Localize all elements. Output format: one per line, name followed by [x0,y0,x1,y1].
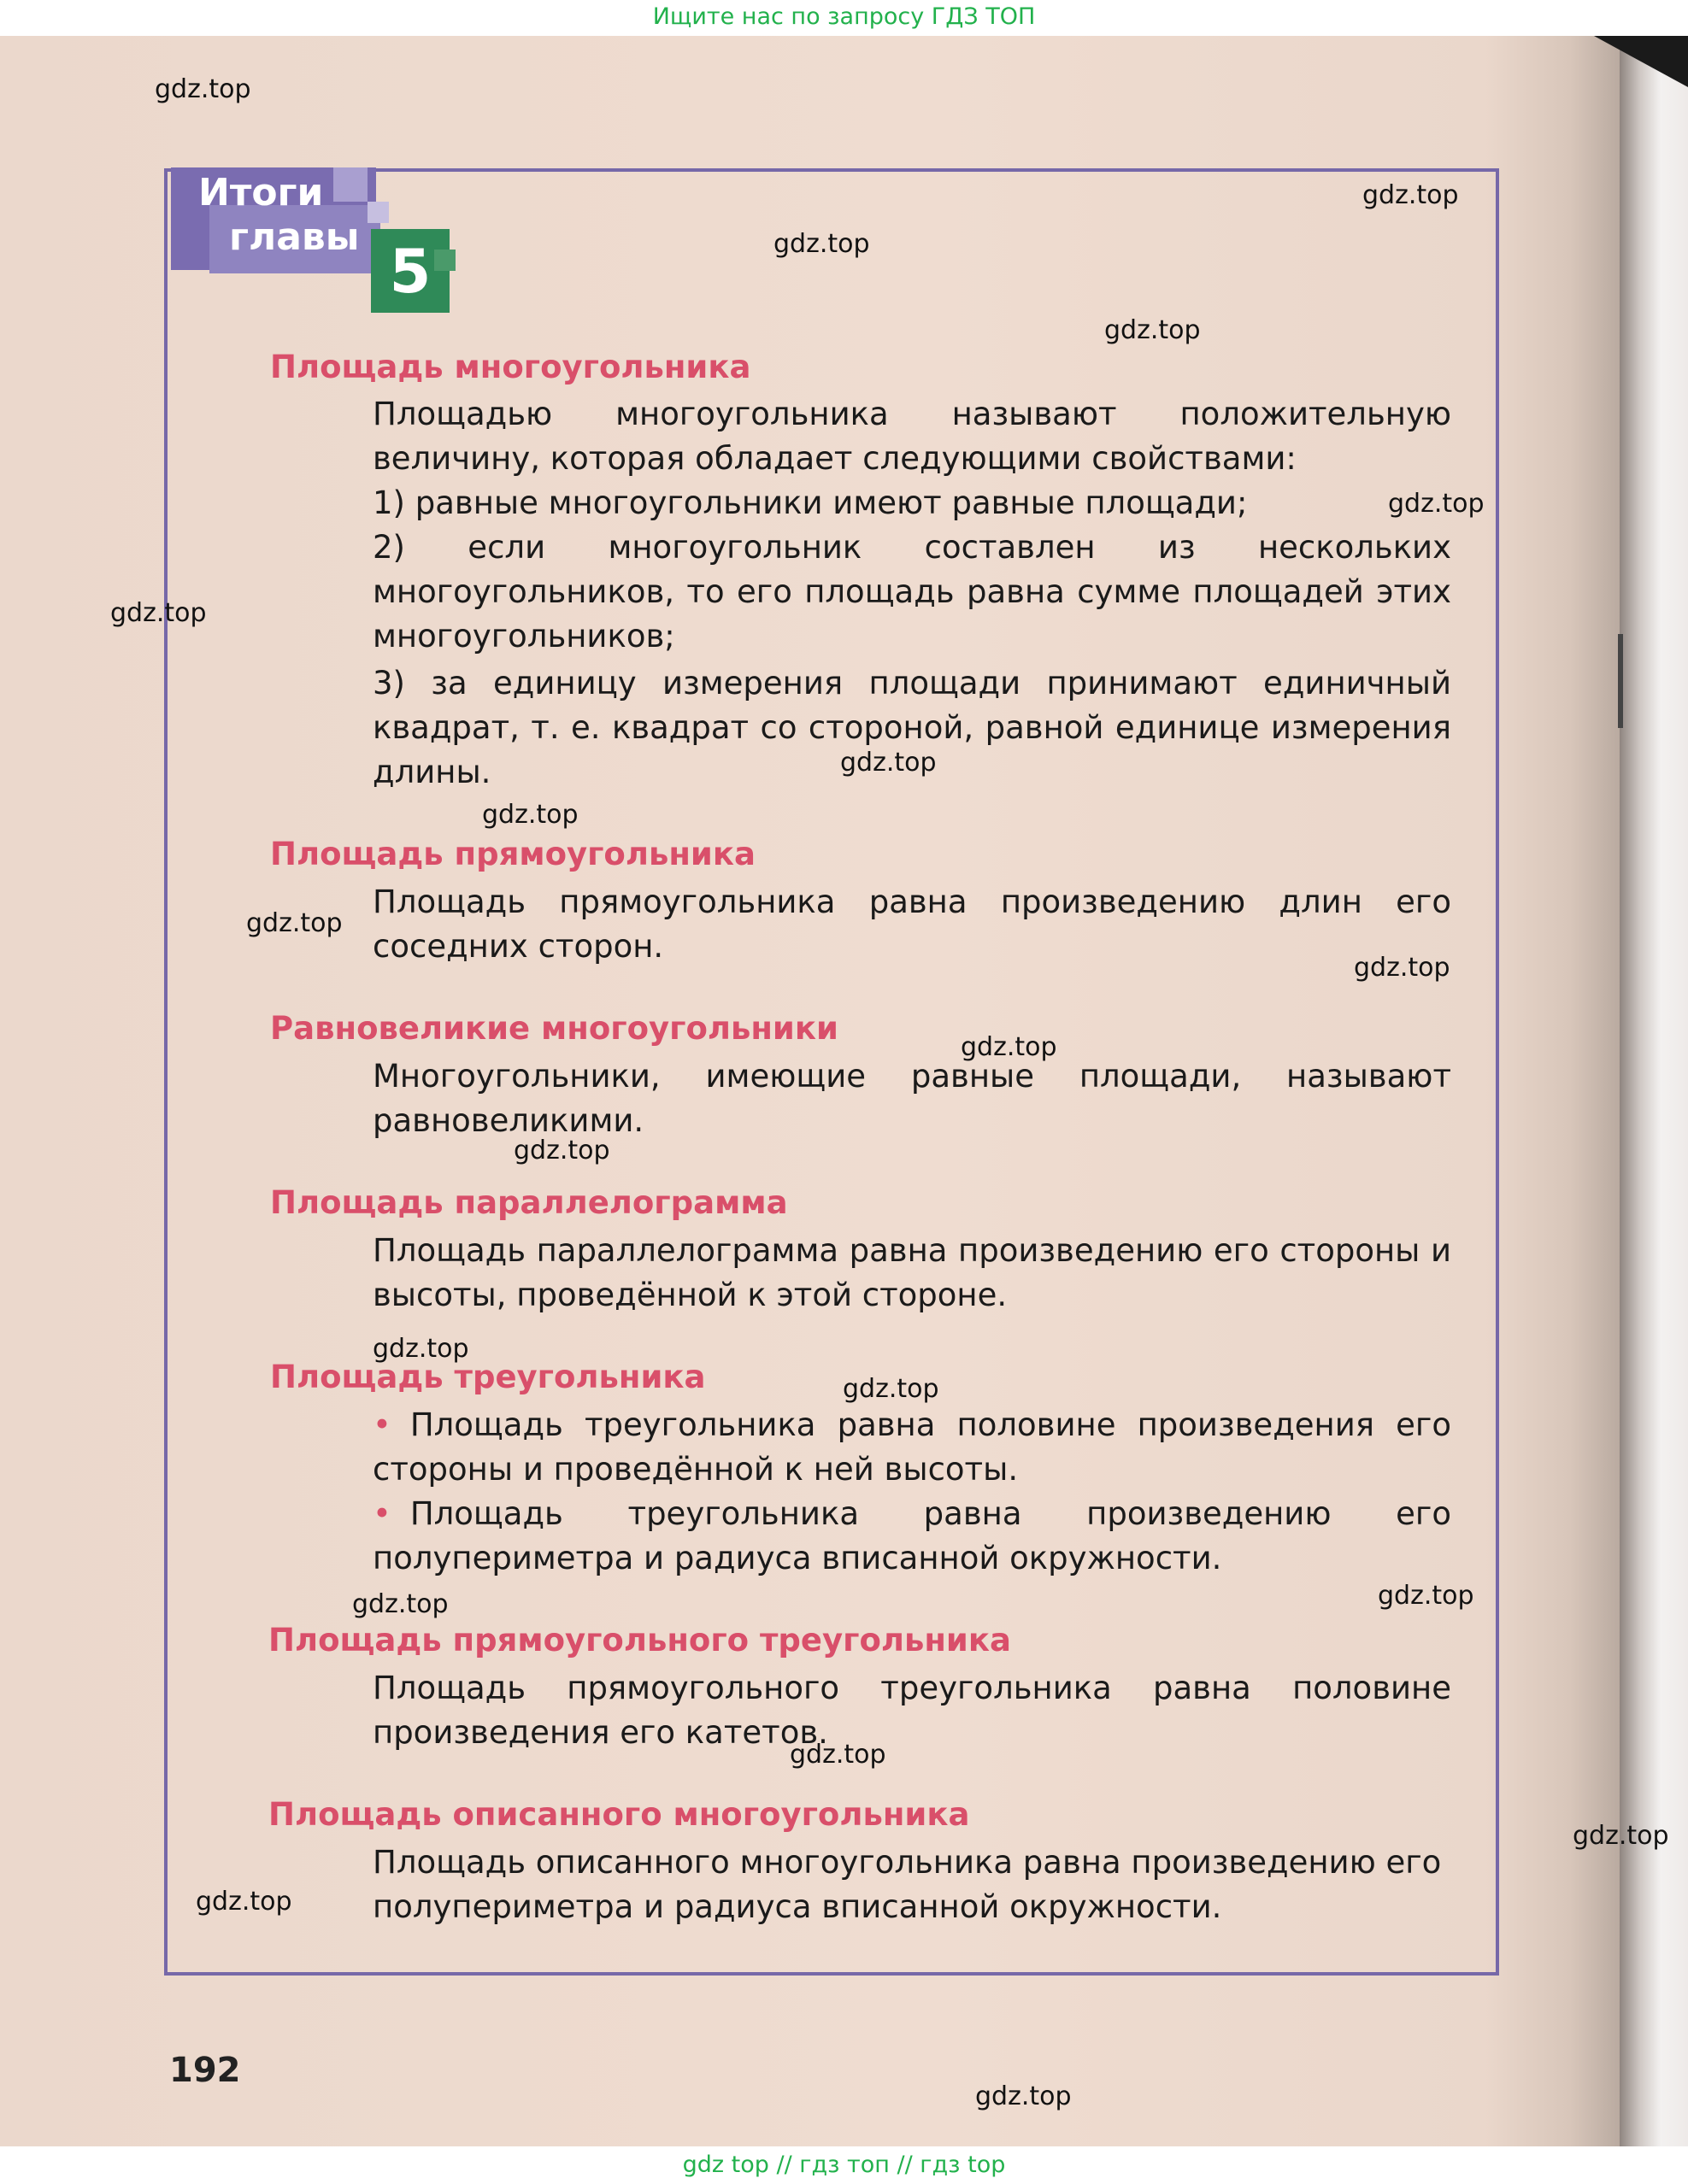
section-heading: Равновеликие многоугольники [270,1010,838,1047]
section-paragraph: Площадью многоугольника называют положительную величину, которая обладает следующими свойствами: [373,396,1451,477]
section-paragraph: Площадь параллелограмма равна произведению его стороны и высоты, проведённой к этой стороне. [373,1232,1451,1313]
section-paragraph: Площадь прямоугольника равна произведению длин его соседних сторон. [373,884,1451,965]
section-paragraph: Многоугольники, имеющие равные площади, называют равновеликими. [373,1058,1451,1139]
section-paragraph: 2) если многоугольник составлен из нескольких многоугольников, то его площадь равна сумме площадей этих многоугольников; [373,529,1451,655]
bottom-banner[interactable]: gdz top // гдз топ // гдз top [682,2152,1006,2178]
spine-mark [1618,634,1623,728]
section-paragraph: 1) равные многоугольники имеют равные площади; [373,484,1248,521]
bullet-item: • Площадь треугольника равна половине произведения его стороны и проведённой к ней высоты. [373,1406,1451,1488]
watermark: gdz.top [1104,315,1201,345]
watermark: gdz.top [1378,1581,1474,1611]
section-paragraph: Площадь прямоугольного треугольника равна половине произведения его катетов. [373,1670,1451,1751]
section-heading: Площадь прямоугольника [270,836,756,872]
page-number: 192 [169,2051,241,2090]
top-banner[interactable]: Ищите нас по запросу ГДЗ ТОП [652,3,1036,30]
bullet-dot: • [373,1495,391,1532]
watermark: gdz.top [1362,180,1459,210]
watermark: gdz.top [1573,1821,1669,1851]
watermark: gdz.top [155,74,251,104]
section-heading: Площадь описанного многоугольника [268,1796,970,1833]
watermark: gdz.top [773,229,870,259]
watermark: gdz.top [373,1334,469,1364]
section-heading: Площадь треугольника [270,1359,706,1395]
badge-title-line2: главы [229,215,360,259]
watermark: gdz.top [840,748,937,778]
section-heading: Площадь параллелограмма [270,1184,788,1221]
badge-title-line1: Итоги [198,171,324,214]
bullet-item: • Площадь треугольника равна произведению его полупериметра и радиуса вписанной окружности. [373,1495,1451,1576]
watermark: gdz.top [246,908,343,938]
watermark: gdz.top [790,1740,886,1770]
watermark: gdz.top [514,1136,610,1165]
section-heading: Площадь прямоугольного треугольника [268,1622,1011,1659]
watermark: gdz.top [352,1589,449,1619]
watermark: gdz.top [1354,953,1450,983]
watermark: gdz.top [196,1887,292,1917]
section-heading: Площадь многоугольника [270,349,751,385]
chapter-number: 5 [389,237,432,307]
watermark: gdz.top [482,800,579,830]
bullet-dot: • [373,1406,391,1443]
watermark: gdz.top [1388,489,1485,519]
section-paragraph: Площадь описанного многоугольника равна произведению его полупериметра и радиуса вписанной окружности. [373,1844,1442,1925]
watermark: gdz.top [961,1032,1057,1062]
watermark: gdz.top [975,2081,1072,2111]
watermark: gdz.top [110,598,207,628]
section-paragraph: 3) за единицу измерения площади принимают единичный квадрат, т. е. квадрат со стороной, равной единице измерения длины. [373,665,1451,790]
watermark: gdz.top [843,1374,939,1404]
